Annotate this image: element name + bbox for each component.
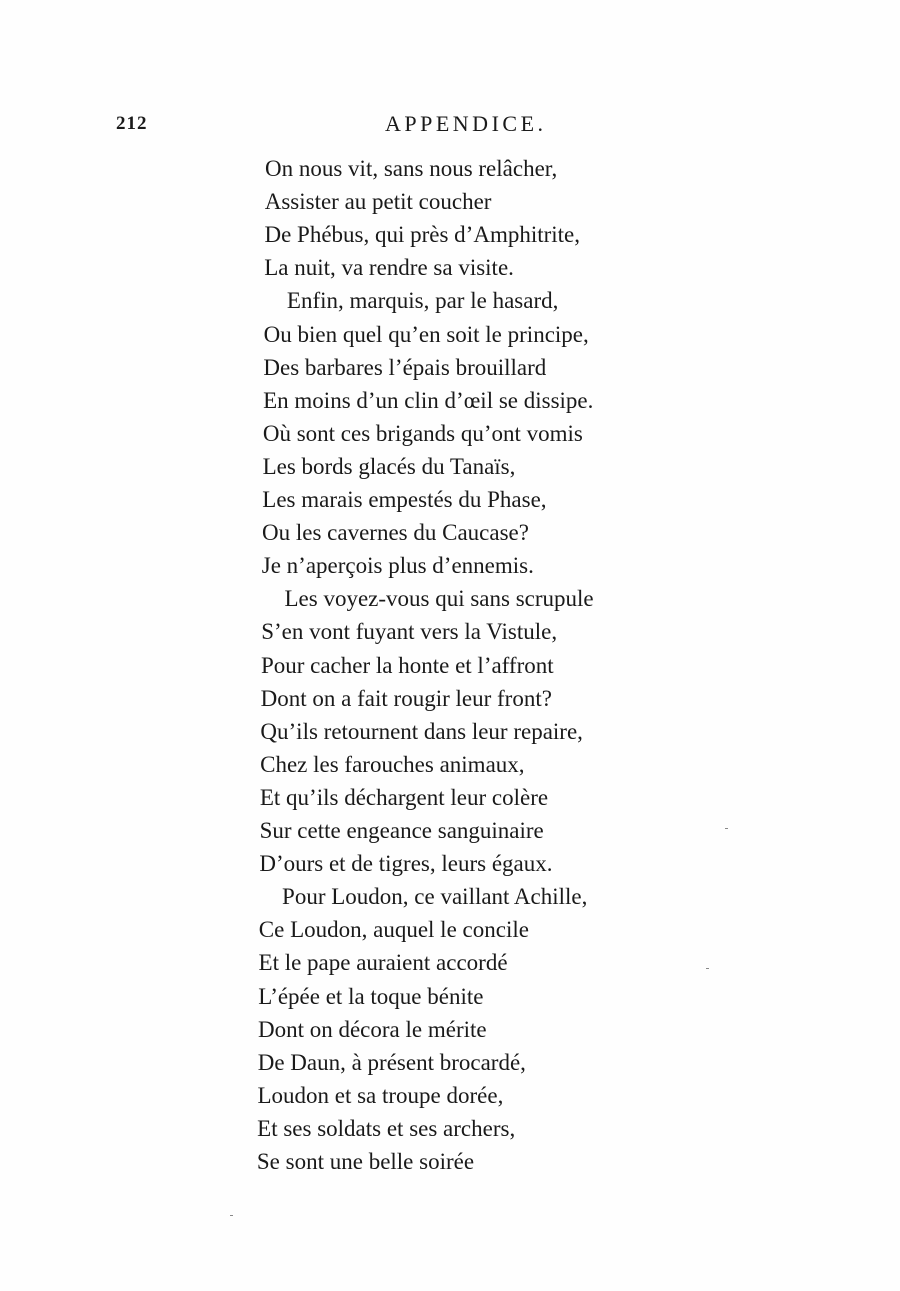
page-number: 212 (116, 113, 148, 134)
verse-line: S’en vont fuyant vers la Vistule, (261, 619, 558, 645)
verse-line: Ou les cavernes du Caucase? (262, 520, 529, 546)
running-title: APPENDICE. (385, 111, 547, 136)
verse-line: De Daun, à présent brocardé, (257, 1049, 526, 1075)
verse-line: Ou bien quel qu’en soit le principe, (263, 321, 589, 347)
verse-line: Je n’aperçois plus d’ennemis. (261, 553, 534, 579)
verse-line: Et qu’ils déchargent leur colère (259, 784, 549, 810)
verse-line: Pour cacher la honte et l’affront (260, 652, 554, 678)
verse-line: Dont on décora le mérite (257, 1016, 487, 1042)
verse-line: Les marais empestés du Phase, (262, 487, 547, 512)
verse-line: Sur cette engeance sanguinaire (259, 818, 544, 843)
verse-line: Et ses soldats et ses archers, (257, 1115, 516, 1141)
verse-line: Dont on a fait rougir leur front? (260, 685, 552, 711)
verse-line: Assister au petit coucher (264, 189, 492, 215)
verse-line: Les bords glacés du Tanaïs, (262, 453, 516, 479)
verse-line: Des barbares l’épais brouillard (263, 354, 547, 380)
verse-line: Pour Loudon, ce vaillant Achille, (282, 884, 588, 910)
verse-line: On nous vit, sans nous relâcher, (265, 156, 558, 181)
verse-line: Chez les farouches animaux, (260, 751, 525, 777)
verse-line: L’épée et la toque bénite (258, 983, 484, 1009)
verse-line: Les voyez-vous qui sans scrupule (284, 586, 594, 612)
verse-line: Loudon et sa troupe dorée, (257, 1082, 504, 1108)
verse-line: En moins d’un clin d’œil se dissipe. (263, 387, 594, 413)
paper-speck (706, 968, 709, 969)
paper-speck (725, 828, 728, 829)
verse-line: Et le pape auraient accordé (258, 950, 508, 976)
verse-line: De Phébus, qui près d’Amphitrite, (264, 222, 581, 248)
verse-line: Où sont ces brigands qu’ont vomis (262, 420, 583, 446)
verse-line: Se sont une belle soirée (256, 1149, 475, 1174)
verse-line: Ce Loudon, auquel le concile (258, 917, 529, 943)
verse-line: Qu’ils retournent dans leur repaire, (260, 718, 583, 744)
verse-line: La nuit, va rendre sa visite. (264, 255, 514, 281)
paper-speck (230, 1215, 233, 1216)
verse-line: Enfin, marquis, par le hasard, (286, 288, 559, 314)
verse-line: D’ours et de tigres, leurs égaux. (259, 851, 553, 877)
